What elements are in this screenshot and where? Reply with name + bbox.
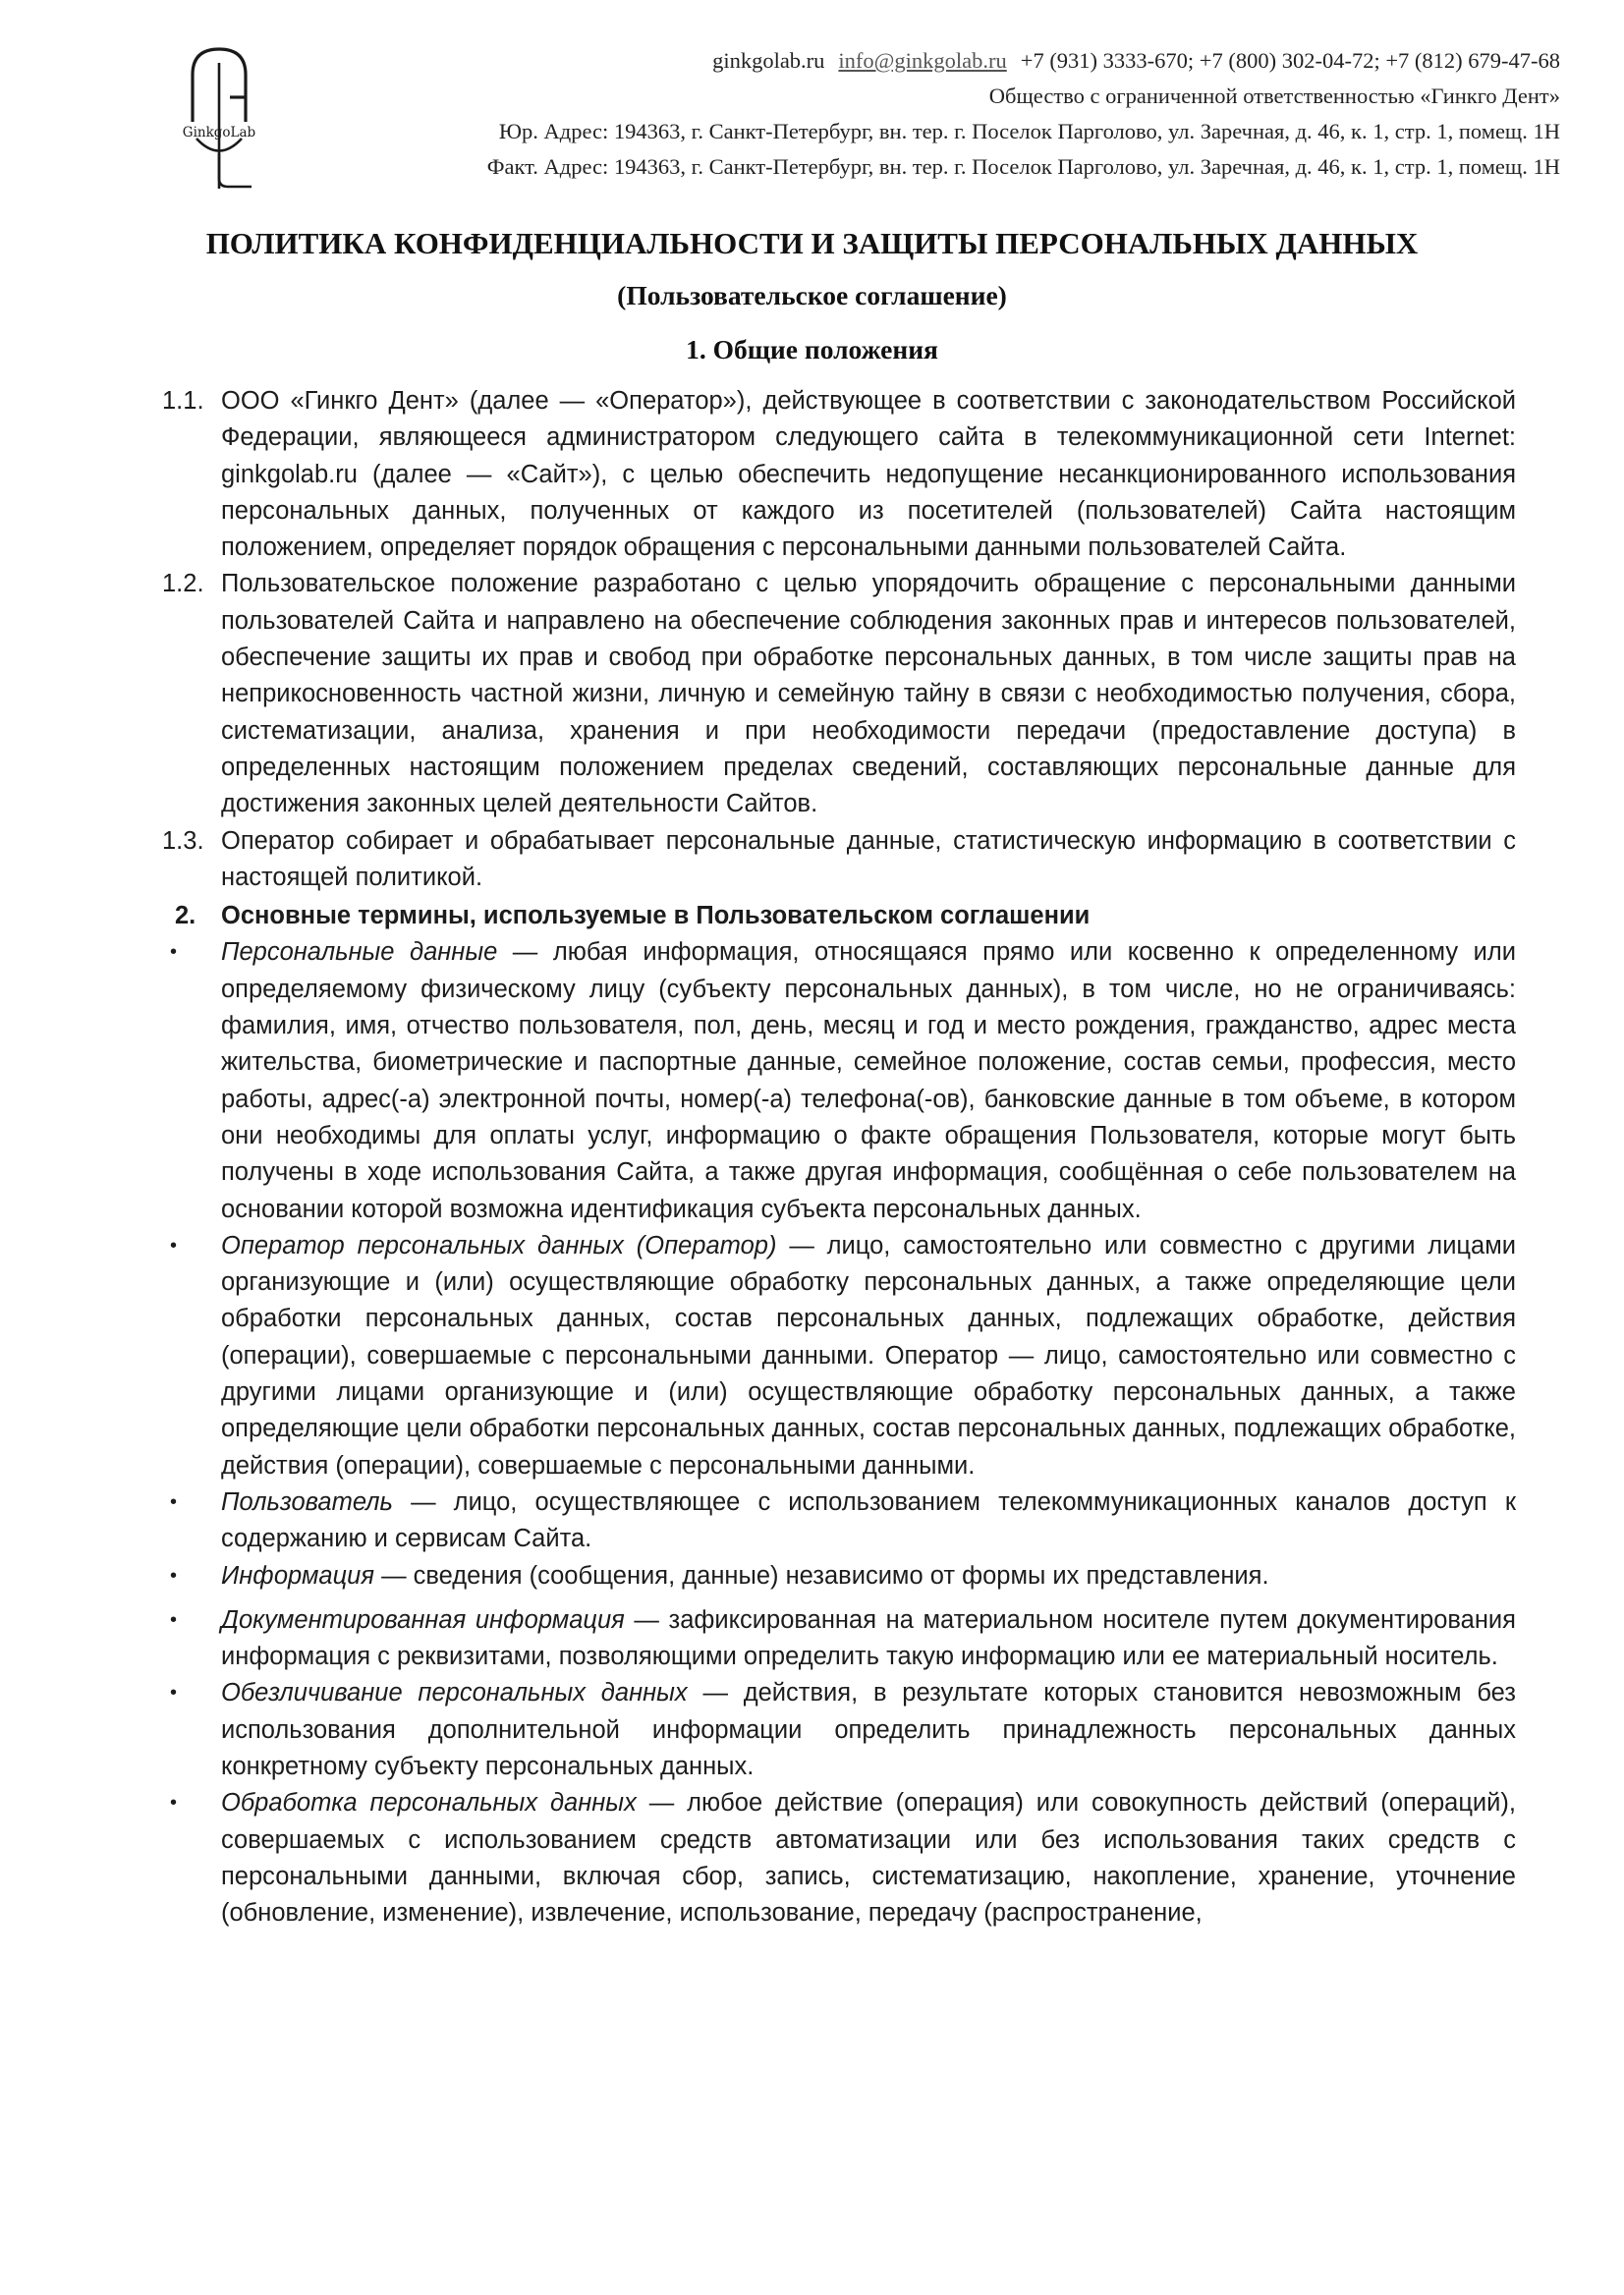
term-name: Обезличивание персональных данных	[221, 1679, 688, 1707]
bullet-icon: •	[170, 1234, 178, 1257]
section-title: Основные термины, используемые в Пользовательском соглашении	[221, 902, 1091, 930]
term-name: Оператор персональных данных (Оператор)	[221, 1231, 777, 1259]
site-link[interactable]: ginkgolab.ru	[712, 48, 825, 73]
term-definition: — сведения (сообщения, данные) независимо от формы их представления.	[374, 1561, 1269, 1590]
term-item	[162, 1558, 1516, 1595]
term-definition: — любое действие (операция) или совокупность действий (операций), совершаемых с использованием средств автоматизации или без использования таких средств с персональными данными, включая сбор, запись, систематизацию, накопление, хранение, уточнение (обновление, изменение), извлечение, использование, передачу (распространение,	[221, 1789, 1517, 1928]
clause-number: 1.2.	[162, 570, 204, 598]
ginkgolab-logo	[175, 43, 263, 191]
phone-numbers: +7 (931) 3333-670; +7 (800) 302-04-72; +7 (812) 679-47-68	[1020, 48, 1560, 73]
ginkgolab-logo-mark	[175, 43, 263, 191]
contact-line	[324, 43, 1560, 79]
bullet-icon: •	[170, 1608, 178, 1631]
term-item	[162, 934, 1516, 1227]
term-item	[162, 1602, 1516, 1676]
bullet-icon: •	[170, 1792, 178, 1815]
document-subtitle: (Пользовательское соглашение)	[617, 280, 1007, 310]
document-body	[162, 383, 1516, 1931]
clause-number: 1.1.	[162, 387, 204, 415]
term-item	[162, 1228, 1516, 1484]
company-name: Общество с ограниченной ответственностью «Гинкго Дент»	[988, 84, 1560, 108]
clause-text: Оператор собирает и обрабатывает персональные данные, статистическую информацию в соответствии с настоящей политикой.	[221, 826, 1516, 891]
section-1-heading: 1. Общие положения	[686, 334, 938, 364]
email-link[interactable]: info@ginkgolab.ru	[838, 48, 1007, 73]
clause-1-2	[162, 566, 1516, 822]
bullet-icon: •	[170, 1490, 178, 1513]
term-definition: — лицо, самостоятельно или совместно с другими лицами организующие и (или) осуществляющие обработку персональных данных, а также определяющие цели обработки персональных данных, состав персональных данных, подлежащих обработке, действия (операции), совершаемые с персональными данными. Оператор — лицо, самостоятельно или совместно с другими лицами организующие и (или) осуществляющие обработку персональных данных, а также определяющие цели обработки персональных данных, состав персональных данных, подлежащих обработке, действия (операции), совершаемые с персональными данными.	[221, 1231, 1516, 1480]
term-name: Персональные данные	[221, 938, 498, 967]
actual-address: Факт. Адрес: 194363, г. Санкт-Петербург, вн. тер. г. Поселок Парголово, ул. Заречная, д. 46, к. 1, стр. 1, помещ. 1Н	[486, 154, 1560, 179]
legal-address: Юр. Адрес: 194363, г. Санкт-Петербург, вн. тер. г. Поселок Парголово, ул. Заречная, д. 46, к. 1, стр. 1, помещ. 1Н	[498, 119, 1560, 143]
term-item	[162, 1484, 1516, 1558]
section-2-heading	[162, 898, 1516, 934]
bullet-icon: •	[170, 941, 178, 964]
term-definition: — зафиксированная на материальном носителе путем документирования информация с реквизитами, позволяющими определить такую информацию или ее материальный носитель.	[221, 1605, 1516, 1671]
term-definition: — любая информация, относящаяся прямо или косвенно к определенному или определяемому физическому лицу (субъекту персональных данных), в том числе, но не ограничиваясь: фамилия, имя, отчество пользователя, пол, день, месяц и год и место рождения, гражданство, адрес места жительства, биометрические и паспортные данные, семейное положение, состав семьи, профессия, место работы, адрес(-а) электронной почты, номер(-а) телефона(-ов), банковские данные в том объеме, в котором они необходимы для оплаты услуг, информацию о факте обращения Пользователя, которые могут быть получены в ходе использования Сайта, а также другая информация, сообщённая о себе пользователем на основании которой возможна идентификация субъекта персональных данных.	[221, 938, 1517, 1223]
clause-text: ООО «Гинкго Дент» (далее — «Оператор»), действующее в соответствии с законодательством Российской Федерации, являющееся администратором следующего сайта в телекоммуникационной сети Internet: ginkgolab.ru (далее — «Сайт»), с целью обеспечить недопущение несанкционированного использования персональных данных, полученных от каждого из посетителей (пользователей) Сайта настоящим положением, определяет порядок обращения с персональными данными пользователей Сайта.	[221, 387, 1516, 562]
section-number: 2.	[175, 902, 196, 930]
term-name: Пользователь	[221, 1487, 393, 1516]
term-name: Информация	[221, 1561, 374, 1590]
document-title: ПОЛИТИКА КОНФИДЕНЦИАЛЬНОСТИ И ЗАЩИТЫ ПЕРСОНАЛЬНЫХ ДАННЫХ	[205, 226, 1419, 260]
term-definition: — лицо, осуществляющее с использованием телекоммуникационных каналов доступ к содержанию и сервисам Сайта.	[221, 1487, 1516, 1553]
clause-1-1	[162, 383, 1516, 566]
term-item	[162, 1785, 1516, 1931]
bullet-icon: •	[170, 1682, 178, 1705]
letterhead	[324, 43, 1560, 185]
clause-text: Пользовательское положение разработано с целью упорядочить обращение с персональными данными пользователей Сайта и направлено на обеспечение соблюдения законных прав и интересов пользователей, обеспечение защиты их прав и свобод при обработке персональных данных, в том числе защиты прав на неприкосновенность частной жизни, личную и семейную тайну в связи с необходимостью получения, сбора, систематизации, анализа, хранения и при необходимости передачи (предоставление доступа) в определенных настоящим положением пределах сведений, составляющих персональные данные для достижения законных целей деятельности Сайтов.	[221, 570, 1516, 818]
bullet-icon: •	[170, 1564, 178, 1587]
term-item	[162, 1675, 1516, 1785]
logo-text: GinkgoLab	[182, 125, 256, 140]
clause-1-3	[162, 823, 1516, 897]
term-definition: — действия, в результате которых становится невозможным без использования дополнительной информации определить принадлежность персональных данных конкретному субъекту персональных данных.	[221, 1679, 1516, 1780]
term-name: Документированная информация	[221, 1605, 625, 1634]
clause-number: 1.3.	[162, 826, 204, 855]
term-name: Обработка персональных данных	[221, 1789, 637, 1818]
